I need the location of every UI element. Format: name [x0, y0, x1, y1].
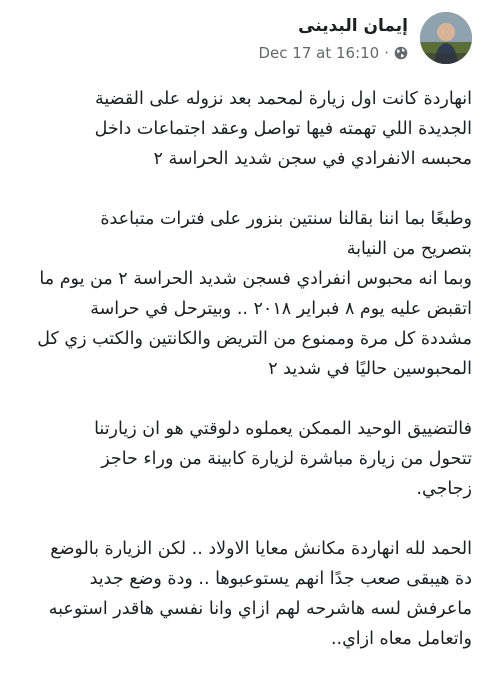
post-paragraph: [14, 414, 472, 504]
avatar[interactable]: [420, 12, 472, 64]
post-line: بتصريح من النيابة: [346, 239, 472, 259]
meta-separator: ·: [384, 44, 389, 62]
post-meta: [259, 44, 409, 62]
post-line: زجاجي.: [416, 479, 472, 499]
post-line: الحمد لله انهاردة مكانش معايا الاولاد .. لكن الزيارة بالوضع: [50, 539, 472, 559]
post-header: [14, 12, 472, 68]
post-body: [14, 84, 472, 684]
post-line: انهاردة كانت اول زيارة لمحمد بعد نزوله على القضية: [94, 89, 472, 109]
post-line: فالتضييق الوحيد الممكن يعملوه دلوقتي هو ان زيارتنا: [94, 419, 472, 439]
post-line: مشددة كل مرة وممنوع من التريض والكانتين والكتب زي كل: [37, 329, 472, 349]
post-line: المحبوسين حاليًا في شديد ٢: [268, 359, 472, 379]
post-line: وبما انه محبوس انفرادي فسجن شديد الحراسة ٢ من يوم ما: [39, 269, 472, 289]
post-line: تتحول من زيارة مباشرة لزيارة كابينة من وراء حاجز: [101, 449, 472, 469]
post-line: محبسه الانفرادي في سجن شديد الحراسة ٢: [153, 149, 472, 169]
post-line: واتعامل معاه ازاي..: [330, 629, 472, 649]
profile-photo: [420, 12, 472, 64]
author-name[interactable]: إيمان البدينى: [298, 16, 408, 36]
post-line: دة هيبقى صعب جدًا انهم يستوعبوها .. ودة وضع جديد: [89, 569, 472, 589]
post-line: الجديدة اللي تهمته فيها تواصل وعقد اجتماعات داخل: [94, 119, 472, 139]
post-line: اتقبض عليه يوم ٨ فبراير ٢٠١٨ .. وبيترحل في حراسة: [90, 299, 472, 319]
post-paragraph: [14, 534, 472, 654]
post-paragraph: [14, 204, 472, 384]
post-paragraph: [14, 84, 472, 174]
post-date[interactable]: Dec 17 at 16:10: [258, 44, 380, 62]
globe-icon[interactable]: [394, 46, 408, 60]
post-line: ماعرفش لسه هاشرحه لهم ازاي وانا نفسي هاقدر استوعبه: [48, 599, 472, 619]
post-line: وطبعًا بما اننا بقالنا سنتين بنزور على فترات متباعدة: [100, 209, 472, 229]
